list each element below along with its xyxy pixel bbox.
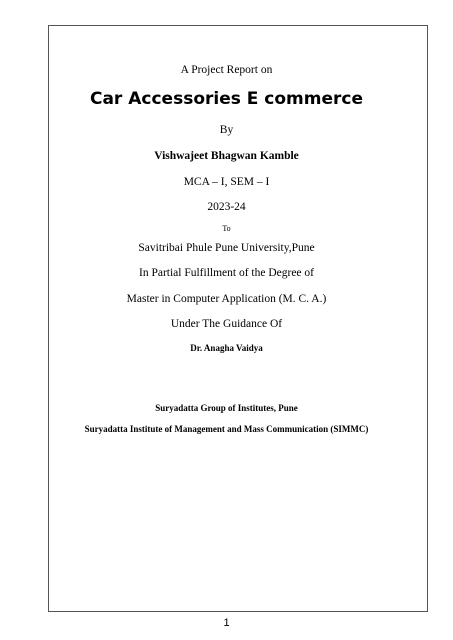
academic-year: 2023-24 xyxy=(207,201,246,213)
to-label: To xyxy=(222,224,231,233)
university-name: Savitribai Phule Pune University,Pune xyxy=(138,242,315,254)
partial-fulfillment: In Partial Fulfillment of the Degree of xyxy=(138,267,314,279)
institute-name: Suryadatta Institute of Management and Mass Communication (SIMMC) xyxy=(84,424,369,434)
institute-group: Suryadatta Group of Institutes, Pune xyxy=(155,403,298,413)
degree-name: Master in Computer Application (M. C. A.) xyxy=(126,293,327,305)
author-name: Vishwajeet Bhagwan Kamble xyxy=(154,150,299,162)
guide-name: Dr. Anagha Vaidya xyxy=(190,343,263,353)
page-number: 1 xyxy=(223,617,230,629)
guidance-label: Under The Guidance Of xyxy=(170,318,283,330)
report-prefix: A Project Report on xyxy=(180,64,273,76)
by-label: By xyxy=(219,124,234,136)
project-title: Car Accessories E commerce xyxy=(89,89,364,109)
course-semester: MCA – I, SEM – I xyxy=(183,176,270,188)
